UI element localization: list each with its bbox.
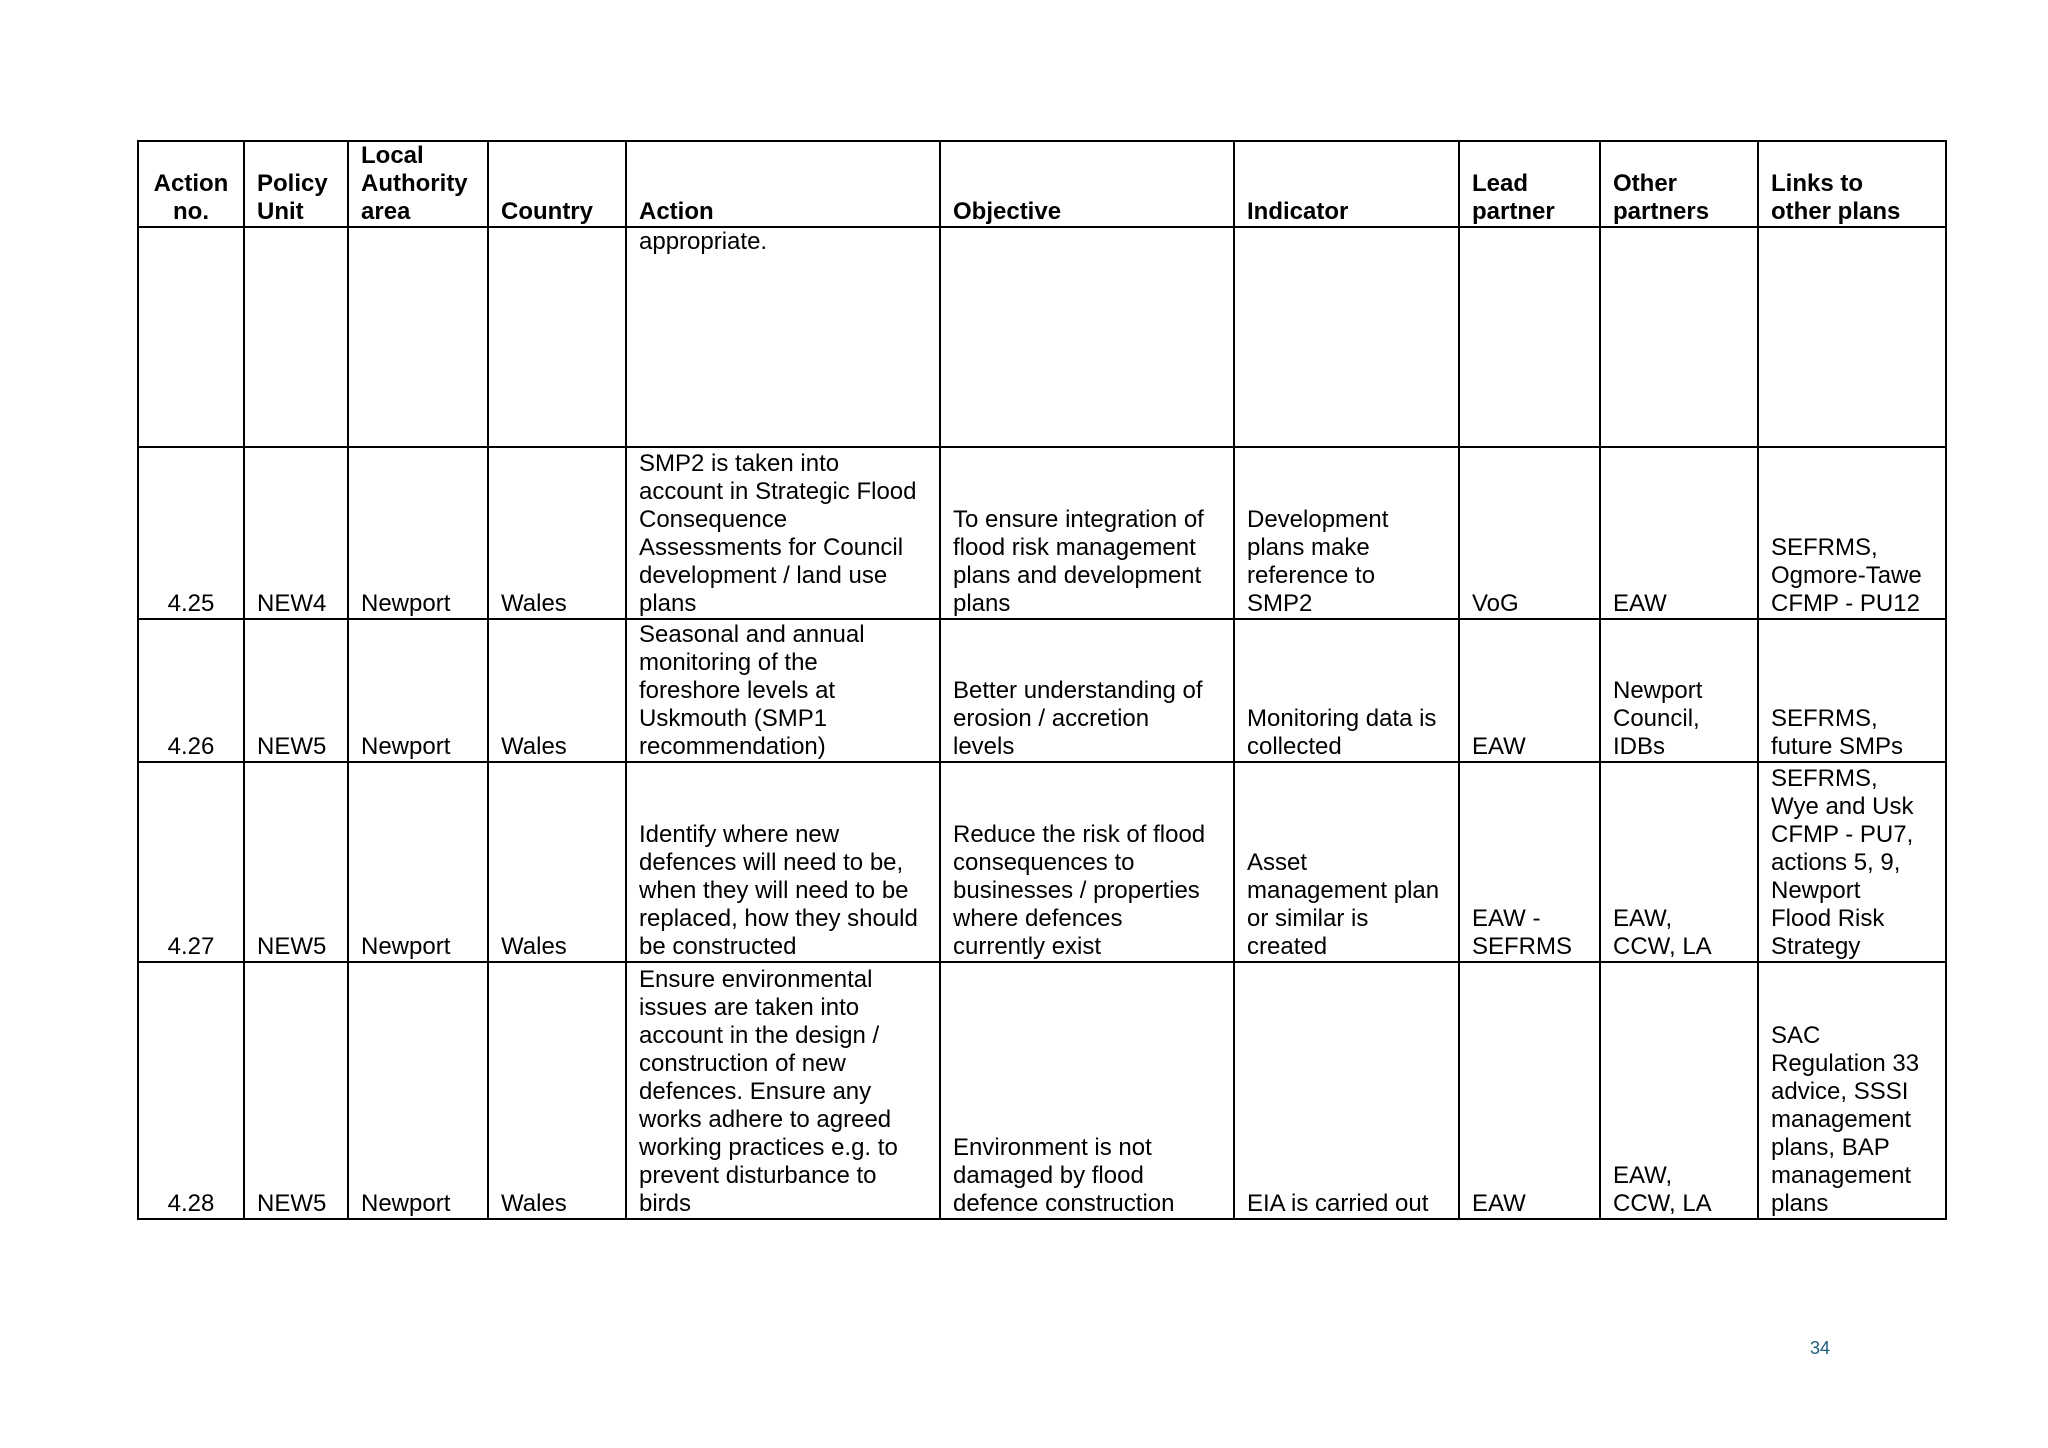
cell-objective: To ensure integration of flood risk management plans and development plans [940, 447, 1234, 619]
cell-action: SMP2 is taken into account in Strategic Flood Consequence Assessments for Council development / land use plans [626, 447, 940, 619]
header-action-no: Action no. [138, 141, 244, 227]
cell-action: Identify where new defences will need to be, when they will need to be replaced, how they should be constructed [626, 762, 940, 962]
cell-indicator [1234, 227, 1459, 447]
cell-local-authority: Newport [348, 962, 488, 1219]
header-objective: Objective [940, 141, 1234, 227]
cell-local-authority: Newport [348, 762, 488, 962]
cell-objective [940, 227, 1234, 447]
cell-lead-partner: VoG [1459, 447, 1600, 619]
table-row [138, 447, 1946, 619]
table-row [138, 762, 1946, 962]
cell-policy-unit: NEW5 [244, 762, 348, 962]
cell-country: Wales [488, 447, 626, 619]
cell-links: SEFRMS, Ogmore-Tawe CFMP - PU12 [1758, 447, 1946, 619]
cell-links: SAC Regulation 33 advice, SSSI management plans, BAP management plans [1758, 962, 1946, 1219]
cell-indicator: EIA is carried out [1234, 962, 1459, 1219]
cell-action-no: 4.26 [138, 619, 244, 762]
header-indicator: Indicator [1234, 141, 1459, 227]
table-row [138, 962, 1946, 1219]
cell-policy-unit: NEW4 [244, 447, 348, 619]
cell-action: Ensure environmental issues are taken into account in the design / construction of new defences. Ensure any works adhere to agreed working practices e.g. to prevent disturbance to birds [626, 962, 940, 1219]
cell-links [1758, 227, 1946, 447]
cell-action-no [138, 227, 244, 447]
header-lead-partner: Lead partner [1459, 141, 1600, 227]
action-plan-table [137, 140, 1947, 1220]
cell-policy-unit [244, 227, 348, 447]
cell-country [488, 227, 626, 447]
cell-links: SEFRMS, future SMPs [1758, 619, 1946, 762]
cell-indicator: Development plans make reference to SMP2 [1234, 447, 1459, 619]
header-country: Country [488, 141, 626, 227]
cell-other-partners: Newport Council, IDBs [1600, 619, 1758, 762]
header-other-partners: Other partners [1600, 141, 1758, 227]
cell-action: appropriate. [626, 227, 940, 447]
cell-action: Seasonal and annual monitoring of the foreshore levels at Uskmouth (SMP1 recommendation) [626, 619, 940, 762]
page-number: 34 [1809, 1338, 1831, 1358]
table-row-continuation [138, 227, 1946, 447]
cell-indicator: Monitoring data is collected [1234, 619, 1459, 762]
cell-action-no: 4.27 [138, 762, 244, 962]
cell-country: Wales [488, 762, 626, 962]
cell-other-partners: EAW, CCW, LA [1600, 962, 1758, 1219]
cell-action-no: 4.28 [138, 962, 244, 1219]
cell-local-authority: Newport [348, 619, 488, 762]
cell-country: Wales [488, 619, 626, 762]
cell-local-authority: Newport [348, 447, 488, 619]
cell-action-no: 4.25 [138, 447, 244, 619]
header-policy-unit: Policy Unit [244, 141, 348, 227]
cell-lead-partner [1459, 227, 1600, 447]
cell-other-partners: EAW [1600, 447, 1758, 619]
cell-policy-unit: NEW5 [244, 962, 348, 1219]
cell-other-partners [1600, 227, 1758, 447]
cell-lead-partner: EAW - SEFRMS [1459, 762, 1600, 962]
table-header-row [138, 141, 1946, 227]
cell-policy-unit: NEW5 [244, 619, 348, 762]
cell-objective: Environment is not damaged by flood defence construction [940, 962, 1234, 1219]
cell-objective: Reduce the risk of flood consequences to businesses / properties where defences currently exist [940, 762, 1234, 962]
header-links-to-other-plans: Links to other plans [1758, 141, 1946, 227]
cell-links: SEFRMS, Wye and Usk CFMP - PU7, actions 5, 9, Newport Flood Risk Strategy [1758, 762, 1946, 962]
cell-country: Wales [488, 962, 626, 1219]
cell-lead-partner: EAW [1459, 962, 1600, 1219]
cell-other-partners: EAW, CCW, LA [1600, 762, 1758, 962]
cell-objective: Better understanding of erosion / accretion levels [940, 619, 1234, 762]
table-row [138, 619, 1946, 762]
cell-local-authority [348, 227, 488, 447]
header-action: Action [626, 141, 940, 227]
cell-indicator: Asset management plan or similar is created [1234, 762, 1459, 962]
cell-lead-partner: EAW [1459, 619, 1600, 762]
header-local-authority-area: Local Authority area [348, 141, 488, 227]
